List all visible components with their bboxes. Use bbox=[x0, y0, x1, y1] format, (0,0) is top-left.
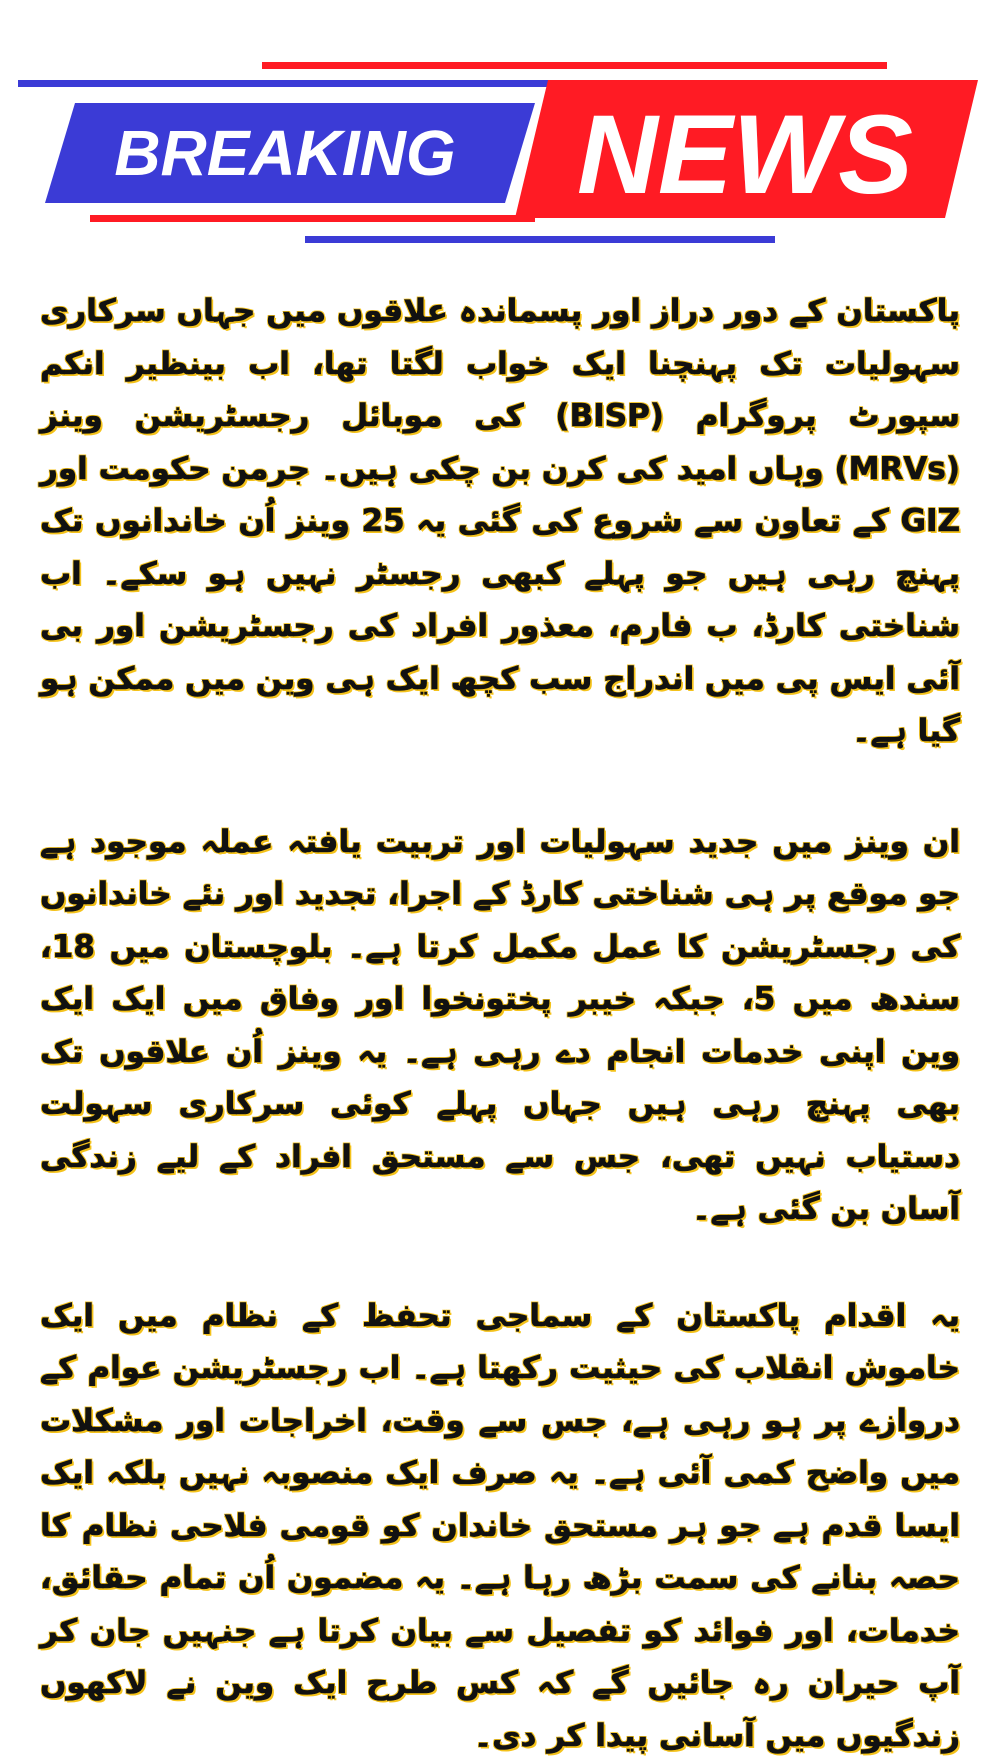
bottom-blue-stripe bbox=[305, 236, 775, 243]
breaking-news-graphic bbox=[0, 0, 1000, 260]
breaking-news-banner bbox=[0, 0, 1000, 260]
article-body bbox=[40, 285, 960, 1762]
bottom-red-stripe bbox=[90, 215, 535, 222]
news-word: NEWS bbox=[577, 92, 913, 217]
article-paragraph-2: ان وینز میں جدید سہولیات اور تربیت یافتہ عملہ موجود ہے جو موقع پر ہی شناختی کارڈ کے اجرا، تجدید اور نئے خاندانوں کی رجسٹریشن کا عمل مکمل کرتا ہے۔ بلوچستان میں 18، سندھ میں 5، جبکہ خیبر پختونخوا اور وفاق میں ایک ایک وین اپنی خدمات انجام دے رہی ہے۔ یہ وینز اُن علاقوں تک بھی پہنچ رہی ہیں جہاں پہلے کوئی سرکاری سہولت دستیاب نہیں تھی، جس سے مستحق افراد کے لیے زندگی آسان بن گئی ہے۔ bbox=[40, 816, 960, 1236]
top-blue-stripe bbox=[18, 80, 558, 87]
top-red-stripe bbox=[262, 62, 887, 69]
breaking-word: BREAKING bbox=[114, 117, 455, 189]
article-paragraph-1: پاکستان کے دور دراز اور پسماندہ علاقوں میں جہاں سرکاری سہولیات تک پہنچنا ایک خواب لگتا تھا، اب بینظیر انکم سپورٹ پروگرام (BISP) کی موبائل رجسٹریشن وینز (MRVs) وہاں امید کی کرن بن چکی ہیں۔ جرمن حکومت اور GIZ کے تعاون سے شروع کی گئی یہ 25 وینز اُن خاندانوں تک پہنچ رہی ہیں جو پہلے کبھی رجسٹر نہیں ہو سکے۔ اب شناختی کارڈ، ب فارم، معذور افراد کی رجسٹریشن اور بی آئی ایس پی میں اندراج سب کچھ ایک ہی وین میں ممکن ہو گیا ہے۔ bbox=[40, 285, 960, 758]
article-paragraph-3: یہ اقدام پاکستان کے سماجی تحفظ کے نظام میں ایک خاموش انقلاب کی حیثیت رکھتا ہے۔ اب رجسٹریشن عوام کے دروازے پر ہو رہی ہے، جس سے وقت، اخراجات اور مشکلات میں واضح کمی آئی ہے۔ یہ صرف ایک منصوبہ نہیں بلکہ ایک ایسا قدم ہے جو ہر مستحق خاندان کو قومی فلاحی نظام کا حصہ بنانے کی سمت بڑھ رہا ہے۔ یہ مضمون اُن تمام حقائق، خدمات، اور فوائد کو تفصیل سے بیان کرتا ہے جنہیں جان کر آپ حیران رہ جائیں گے کہ کس طرح ایک وین نے لاکھوں زندگیوں میں آسانی پیدا کر دی۔ bbox=[40, 1290, 960, 1762]
